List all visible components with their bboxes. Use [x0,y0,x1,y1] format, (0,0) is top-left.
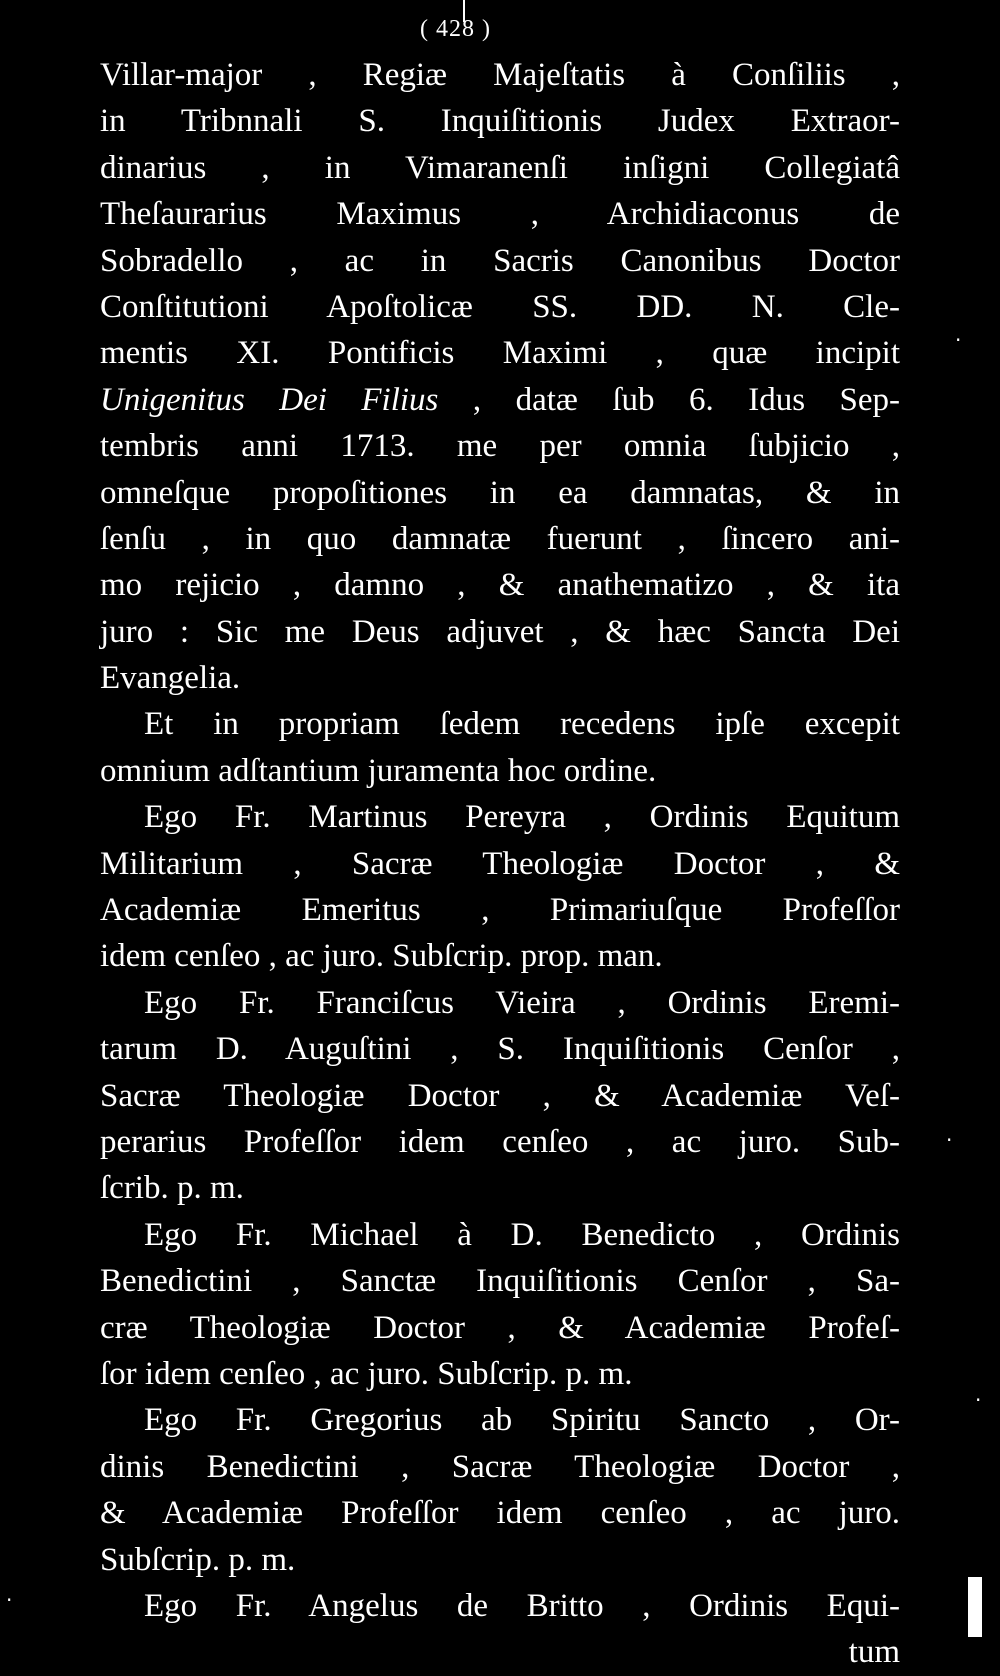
text-line: Sobradello , ac in Sacris Canonibus Doctor [100,242,900,279]
text-line: Benedictini , Sanctæ Inquiſitionis Cenſor , Sa- [100,1263,900,1300]
text-line: Subſcrip. p. m. [100,1541,296,1578]
text-line: Ego Fr. Martinus Pereyra , Ordinis Equitum [144,799,900,836]
text-line: Conſtitutioni Apoſtolicæ SS. DD. N. Cle- [100,288,900,325]
text-line: ſcrib. p. m. [100,1170,244,1207]
text-line: Et in propriam ſedem recedens ipſe excepit [144,706,900,743]
text-line-italic-title [100,377,900,423]
text-line: Evangelia. [100,660,241,697]
text-line: mentis XI. Pontificis Maximi , quæ incipit [100,335,900,372]
text-line: Militarium , Sacræ Theologiæ Doctor , & [100,845,900,882]
margin-speck: · [975,1388,982,1412]
margin-speck: · [6,1588,13,1612]
text-line: tembris anni 1713. me per omnia ſubjicio , [100,428,900,465]
text-line: & Academiæ Profeſſor idem cenſeo , ac juro. [100,1495,900,1532]
margin-speck: · [946,1128,953,1152]
text-line: omnium adſtantium juramenta hoc ordine. [100,752,657,789]
text-line: Theſaurarius Maximus , Archidiaconus de [100,196,900,233]
italic-line-rest: , datæ ſub 6. Idus Sep- [438,381,900,418]
text-line: Villar-major , Regiæ Majeſtatis à Conſiliis , [100,57,900,93]
text-line: idem cenſeo , ac juro. Subſcrip. prop. man. [100,938,663,975]
text-line: in Tribnnali S. Inquiſitionis Judex Extraor- [100,103,900,140]
text-line: Ego Fr. Michael à D. Benedicto , Ordinis [144,1216,900,1253]
text-line: ſenſu , in quo damnatæ fuerunt , ſincero ani- [100,520,900,557]
text-line: Ego Fr. Angelus de Britto , Ordinis Equi- [144,1587,900,1624]
text-line: mo rejicio , damno , & anathematizo , & ita [100,567,900,604]
italic-title: Unigenitus Dei Filius [100,381,439,418]
text-line: cræ Theologiæ Doctor , & Academiæ Profeſ- [100,1309,900,1346]
text-line: ſor idem cenſeo , ac juro. Subſcrip. p. m. [100,1355,633,1392]
text-line: Academiæ Emeritus , Primariuſque Profeſſor [100,892,900,929]
margin-speck: · [955,328,962,352]
page-number: ( 428 ) [420,16,491,42]
text-line: Ego Fr. Gregorius ab Spiritu Sancto , Or- [144,1402,900,1439]
body-text [100,52,900,1676]
text-line: perarius Profeſſor idem cenſeo , ac juro. Sub- [100,1123,900,1160]
catchword: tum [848,1634,900,1671]
text-line: omneſque propoſitiones in ea damnatas, & in [100,474,900,511]
text-line: juro : Sic me Deus adjuvet , & hæc Sancta Dei [100,613,900,650]
text-line: Ego Fr. Franciſcus Vieira , Ordinis Eremi- [144,984,900,1021]
text-line: dinis Benedictini , Sacræ Theologiæ Doctor , [100,1448,900,1485]
text-line: tarum D. Auguſtini , S. Inquiſitionis Cenſor , [100,1031,900,1068]
text-line: Sacræ Theologiæ Doctor , & Academiæ Veſ- [100,1077,900,1114]
edge-shadow-mark [968,1577,982,1637]
text-line: dinarius , in Vimaranenſi inſigni Collegiatâ [100,149,900,186]
